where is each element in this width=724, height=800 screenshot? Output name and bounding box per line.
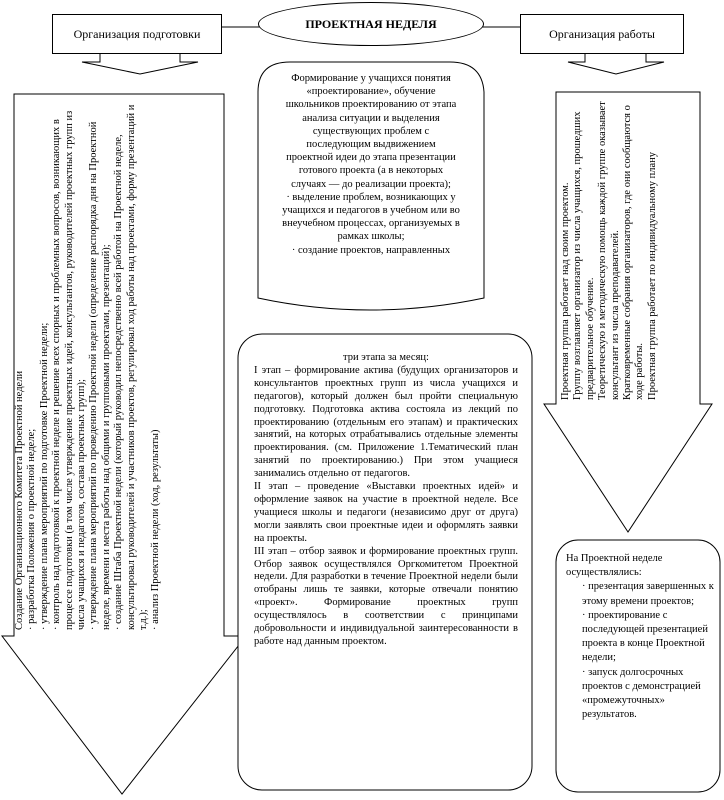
right-bottom-item: · проектирование с последующей презентацией проекта в конце Проектной недели; <box>582 609 708 664</box>
right-bottom-item: · презентация завершенных к этому времени проектов; <box>582 581 714 607</box>
right-header-arrow <box>568 54 664 74</box>
center-top-line: · создание проектов, направленных <box>291 244 451 256</box>
left-panel <box>14 100 224 630</box>
right-top-panel <box>560 100 696 400</box>
left-header-arrow <box>82 54 198 74</box>
right-top-line: Теоретическую и методическую помощь каждой группе оказывает консультант из числа преподавателей. <box>597 101 621 400</box>
left-panel-line: Создание Организационного Комитета Проектной недели <box>14 370 25 630</box>
right-bottom-item: · запуск долгосрочных проектов с демонстрацией «промежуточных» результатов. <box>582 666 701 721</box>
right-bottom-panel <box>566 552 714 792</box>
right-header-label: Организация работы <box>549 27 655 41</box>
center-top-line: Формирование у учащихся понятия «проектирование», обучение школьников проектированию от этапа анализа ситуации и выделения существующих проблем с последующим выдвижением проектной идеи до этапа презентации готового проекта (а в некоторых случаях — до реализации проекта); <box>285 73 457 190</box>
left-panel-line: · утверждение плана мероприятий по подготовке Проектной недели; <box>38 322 50 630</box>
title-oval <box>258 2 484 46</box>
stage-paragraph: II этап – проведение «Выставки проектных идей» и оформление заявок на участие в проектной неделе. Все учащиеся школы и педагоги (независимо друг от друга) могли заявлять свои проектные идеи и оформлять заявки на проекты. <box>254 481 518 544</box>
diagram-title: ПРОЕКТНАЯ НЕДЕЛЯ <box>305 16 437 31</box>
left-header-label: Организация подготовки <box>73 27 201 41</box>
left-panel-line: · утверждение плана мероприятий по проведению Проектной недели (определение распорядка дня на Проектной неделе, времени и места работы над общими и групповыми проектами, презентаций); <box>88 121 112 630</box>
center-top-panel <box>282 72 460 298</box>
right-top-line: Проектная группа работает над своим проектом. <box>560 182 571 400</box>
right-header-box <box>520 14 684 54</box>
right-top-line: Кратковременные собрания организаторов, где они сообщаются о ходе работы. <box>622 105 646 400</box>
left-header-box <box>52 14 222 54</box>
center-bottom-panel <box>254 352 518 774</box>
left-panel-line: · анализ Проектной недели (ход, результаты) <box>150 429 162 630</box>
right-top-line: Группу возглавляет организатор из числа учащихся, прошедших предварительное обучение. <box>572 111 596 400</box>
left-panel-line: · разработка Положения о проектной неделе; <box>26 428 38 630</box>
right-top-line: Проектная группа работает по индивидуальному плану <box>646 151 658 400</box>
left-panel-line: · контроль над подготовкой к проектной неделе и решение всех спорных и проблемных вопросов, возникающих в процессе подготовки (в том числе утверждение проектных идей, консультантов, руководителей проектных групп из числа учащихся и педагогов, состава проектных групп); <box>51 110 88 630</box>
stage-paragraph: I этап – формирование актива (будущих организаторов и консультантов проектных групп из числа учащихся и педагогов), который должен был пройти специальную подготовку. Подготовка актива состояла из лекций по проектированию (отдельным его этапам) и практических занятий, на которых отрабатывались отдельные элементы проектирования. (см. Приложение 1.Тематический план занятий по проектированию.) При этом учащиеся занимались отдельно от педагогов. <box>254 364 518 480</box>
center-top-line: · выделение проблем, возникающих у учащихся и педагогов в учебном или во внеучебном процессах, организуемых в рамках школы; <box>282 191 460 243</box>
right-bottom-lead: На Проектной неделе осуществлялись: <box>566 553 663 579</box>
center-bottom-lead: три этапа за месяц: <box>343 352 429 363</box>
stage-paragraph: III этап – отбор заявок и формирование проектных групп. Отбор заявок осуществлялся Оргкомитетом Проектной недели. Для разработки в течение Проектной недели были отобраны лишь те заявки, которые отвечали понятию «проект». Формирование проектных групп осуществлялось в соответствии с принципами добровольности и индивидуальной заинтересованности в работе над данным проектом. <box>254 545 518 647</box>
left-panel-line: · создание Штаба Проектной недели (который руководил непосредственно всей работой на Проектной неделе, консультировал руководителей и участников проектов, регулировал ход работы над проектами, форму презентаций и т.д.); <box>113 104 150 630</box>
